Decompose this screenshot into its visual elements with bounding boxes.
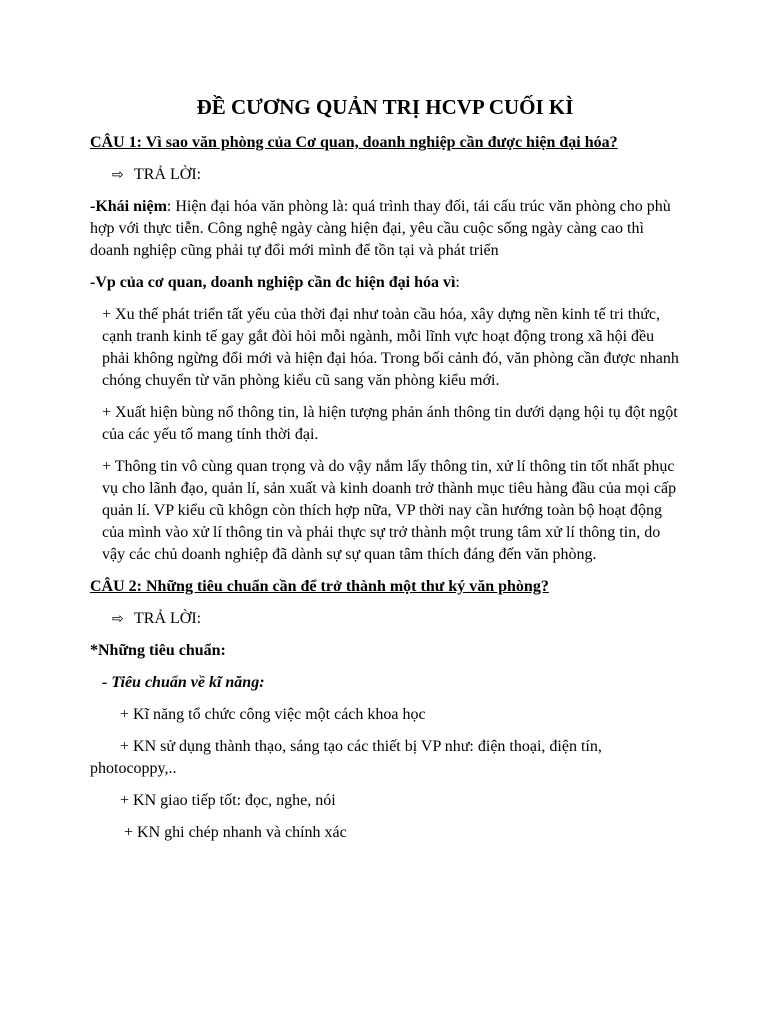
concept-paragraph xyxy=(90,196,680,262)
question-1-label: CÂU 1: xyxy=(90,134,142,151)
reason-point-3: + Thông tin vô cùng quan trọng và do vậy nắm lấy thông tin, xử lí thông tin tốt nhất phục vụ cho lãnh đạo, quản lí, sản xuất và kinh doanh trở thành mục tiêu hàng đầu của mọi cấp quản lí. VP kiểu cũ khôgn còn thích hợp nữa, VP thời nay cần hướng toàn bộ hoạt động của mình vào xử lí thông tin và phải thực sự trở thành một trung tâm xử lí thông tin, do vậy các chủ doanh nghiệp đã dành sự sự quan tâm thích đáng đến văn phòng. xyxy=(102,458,677,563)
question-2-text: Những tiêu chuẩn cần để trở thành một thư ký văn phòng? xyxy=(142,578,549,595)
reason-point-1: + Xu thế phát triển tất yếu của thời đại như toàn cầu hóa, xây dựng nền kinh tế tri thức, cạnh tranh kinh tế gay gắt đòi hỏi mỗi ngành, mỗi lĩnh vực hoạt động trong xã hội đều phải không ngừng đổi mới và hiện đại hóa. Trong bối cảnh đó, văn phòng cần được nhanh chóng chuyển từ văn phòng kiểu cũ sang văn phòng kiểu mới. xyxy=(102,306,679,389)
question-2-label: CÂU 2: xyxy=(90,578,142,595)
arrow-right-icon: ⇨ xyxy=(112,611,124,627)
concept-text: : Hiện đại hóa văn phòng là: quá trình thay đối, tái cấu trúc văn phòng cho phù hợp với thực tiễn. Công nghệ ngày càng hiện đại, yêu cầu cuộc sống ngày càng cao thì doanh nghiệp cũng phải tự đổi mới mình để tồn tại và phát triển xyxy=(90,198,671,259)
document-content xyxy=(90,94,680,854)
answer-2-heading xyxy=(112,608,680,630)
arrow-right-icon: ⇨ xyxy=(112,167,124,183)
question-1 xyxy=(90,132,680,154)
question-2 xyxy=(90,576,680,598)
skill-item-1: + Kĩ năng tổ chức công việc một cách khoa học xyxy=(120,706,426,723)
skill-item-4: + KN ghi chép nhanh và chính xác xyxy=(124,824,347,841)
skill-item-2: + KN sử dụng thành thạo, sáng tạo các thiết bị VP như: điện thoại, điện tín, photocoppy,.. xyxy=(90,738,602,777)
reason-label: -Vp của cơ quan, doanh nghiệp cần đc hiện đại hóa vì xyxy=(90,274,456,291)
answer-1-heading xyxy=(112,164,680,186)
reason-point-2: + Xuất hiện bùng nổ thông tin, là hiện tượng phản ánh thông tin dưới dạng hội tụ đột ngột của các yếu tố mang tính thời đại. xyxy=(102,404,678,443)
question-1-text: Vì sao văn phòng của Cơ quan, doanh nghiệp cần được hiện đại hóa? xyxy=(142,134,618,151)
reason-heading xyxy=(90,272,680,294)
skill-item-3: + KN giao tiếp tốt: đọc, nghe, nói xyxy=(120,792,336,809)
answer-2-label: TRẢ LỜI: xyxy=(134,610,202,627)
document-title: ĐỀ CƯƠNG QUẢN TRỊ HCVP CUỐI KÌ xyxy=(196,95,574,119)
skills-heading: - Tiêu chuẩn về kĩ năng: xyxy=(102,674,265,691)
answer-1-label: TRẢ LỜI: xyxy=(134,166,202,183)
concept-label: -Khái niệm xyxy=(90,198,167,215)
reason-colon: : xyxy=(455,274,460,291)
standards-heading: *Những tiêu chuẩn: xyxy=(90,642,226,659)
